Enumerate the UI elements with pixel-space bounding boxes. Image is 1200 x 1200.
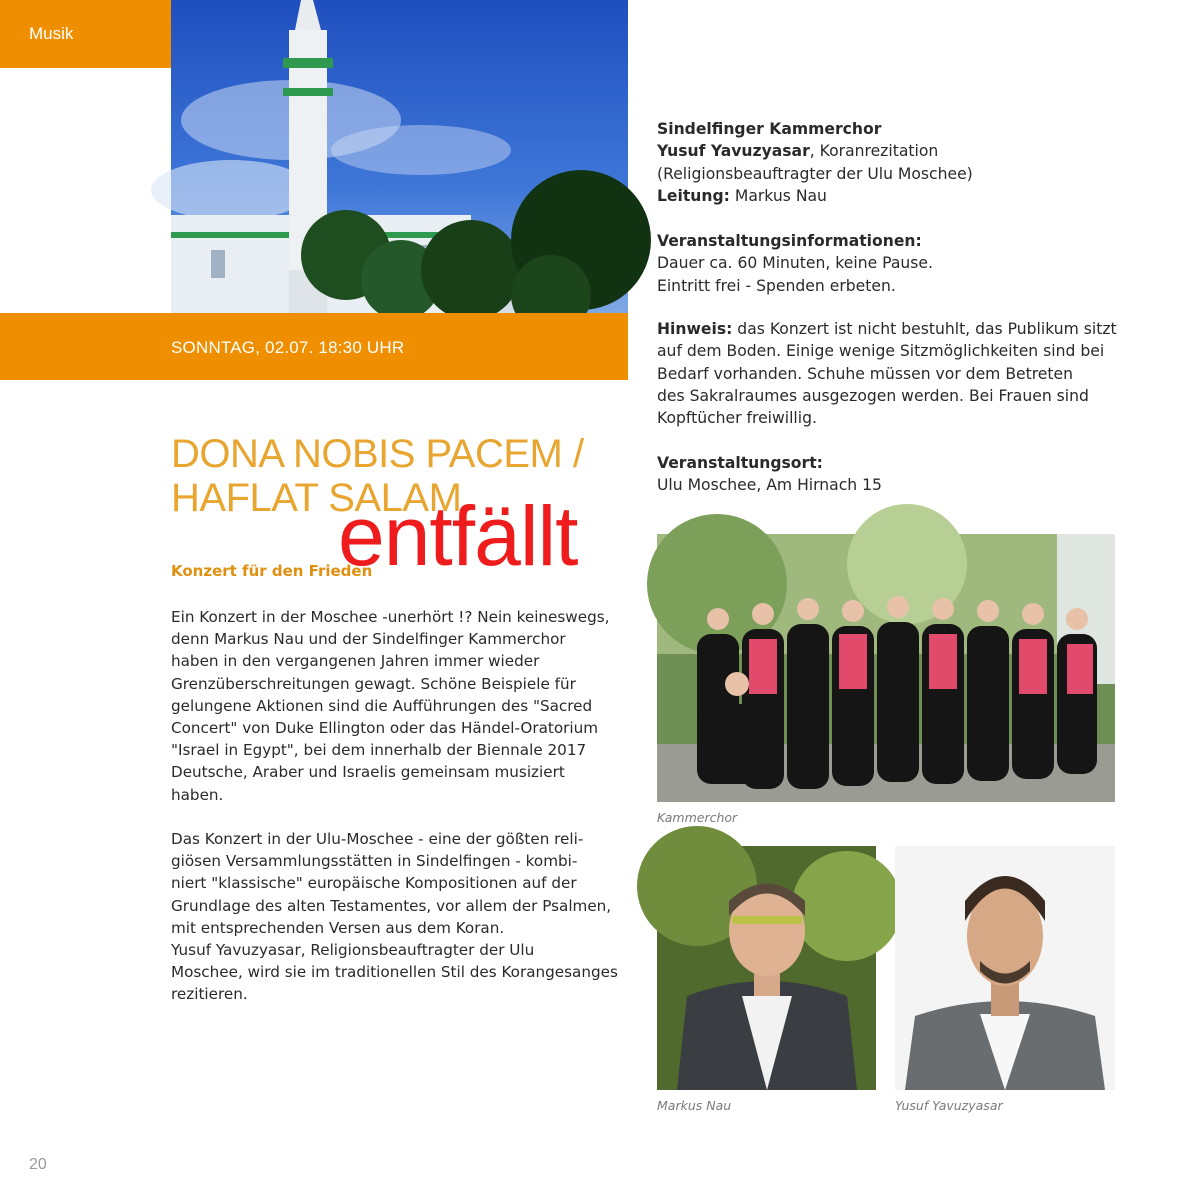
- text-line: Grundlage des alten Testamentes, vor allem der Psalmen,: [171, 896, 612, 915]
- choir-photo: [657, 534, 1115, 802]
- venue-heading: Veranstaltungsort:: [657, 454, 823, 472]
- text-line: rezitieren.: [171, 985, 248, 1004]
- text-line: "Israel in Egypt", bei dem innerhalb der Biennale 2017: [171, 741, 587, 760]
- cancelled-stamp: entfällt: [338, 489, 578, 583]
- reciter-photo-caption: Yusuf Yavuzyasar: [895, 1098, 1003, 1113]
- reciter-note: (Religionsbeauftragter der Ulu Moschee): [657, 164, 973, 183]
- title-line-1: DONA NOBIS PACEM /: [171, 432, 584, 476]
- section-tab: [0, 0, 171, 68]
- event-date-time: SONNTAG, 02.07. 18:30 UHR: [171, 338, 405, 357]
- notice-line: das Konzert ist nicht bestuhlt, das Publikum sitzt: [732, 320, 1117, 338]
- leader-name: Markus Nau: [729, 186, 827, 205]
- text-line: haben.: [171, 785, 224, 804]
- reciter-role: , Koranrezitation: [809, 142, 939, 161]
- page-number: 20: [29, 1156, 47, 1173]
- performers-block: [657, 118, 1117, 207]
- notice-line: Bedarf vorhanden. Schuhe müssen vor dem Betreten: [657, 364, 1073, 383]
- event-info-heading: Veranstaltungsinformationen:: [657, 232, 922, 250]
- notice-line: des Sakralraumes ausgezogen werden. Bei Frauen sind: [657, 386, 1089, 405]
- choir-name: Sindelfinger Kammerchor: [657, 120, 882, 138]
- leader-label: Leitung:: [657, 186, 730, 205]
- notice-block: [657, 318, 1117, 429]
- text-line: giösen Versammlungsstätten in Sindelfingen - kombi-: [171, 852, 578, 871]
- description-paragraph-1: [171, 606, 628, 806]
- event-info-block: [657, 230, 1117, 297]
- reciter-photo: [895, 846, 1115, 1090]
- text-line: Deutsche, Araber und Israelis gemeinsam musiziert: [171, 763, 565, 782]
- notice-line: Kopftücher freiwillig.: [657, 409, 817, 428]
- title-line-2: HAFLAT SALAM: [171, 476, 462, 520]
- text-line: gelungene Aktionen sind die Aufführungen des "Sacred: [171, 696, 593, 715]
- text-line: Concert" von Duke Ellington oder das Händel-Oratorium: [171, 719, 599, 738]
- event-info-admission: Eintritt frei - Spenden erbeten.: [657, 276, 896, 295]
- event-details: [657, 118, 1117, 508]
- notice-label: Hinweis:: [657, 320, 733, 338]
- text-line: haben in den vergangenen Jahren immer wieder: [171, 652, 540, 671]
- reciter-name: Yusuf Yavuzyasar: [657, 142, 810, 161]
- text-line: Ein Konzert in der Moschee -unerhört !? Nein keineswegs,: [171, 608, 610, 626]
- venue-block: [657, 452, 1117, 497]
- description-paragraph-2: [171, 828, 628, 1006]
- notice-line: auf dem Boden. Einige wenige Sitzmöglichkeiten sind bei: [657, 342, 1105, 361]
- event-subtitle: Konzert für den Frieden: [171, 562, 373, 580]
- date-banner: [0, 313, 628, 380]
- conductor-photo-caption: Markus Nau: [657, 1098, 732, 1113]
- text-line: niert "klassische" europäische Kompositionen auf der: [171, 874, 577, 893]
- venue-address: Ulu Moschee, Am Hirnach 15: [657, 476, 882, 495]
- mosque-photo: [171, 0, 628, 313]
- text-line: Grenzüberschreitungen gewagt. Schöne Beispiele für: [171, 674, 576, 693]
- choir-photo-caption: Kammerchor: [657, 810, 738, 825]
- text-line: Yusuf Yavuzyasar, Religionsbeauftragter der Ulu: [171, 941, 535, 960]
- conductor-photo: [657, 846, 876, 1090]
- event-info-duration: Dauer ca. 60 Minuten, keine Pause.: [657, 254, 933, 273]
- text-line: Das Konzert in der Ulu-Moschee - eine der gößten reli-: [171, 830, 584, 848]
- text-line: denn Markus Nau und der Sindelfinger Kammerchor: [171, 630, 566, 649]
- text-line: mit entsprechenden Versen aus dem Koran.: [171, 918, 505, 937]
- text-line: Moschee, wird sie im traditionellen Stil des Korangesanges: [171, 963, 618, 982]
- section-label: Musik: [29, 24, 74, 43]
